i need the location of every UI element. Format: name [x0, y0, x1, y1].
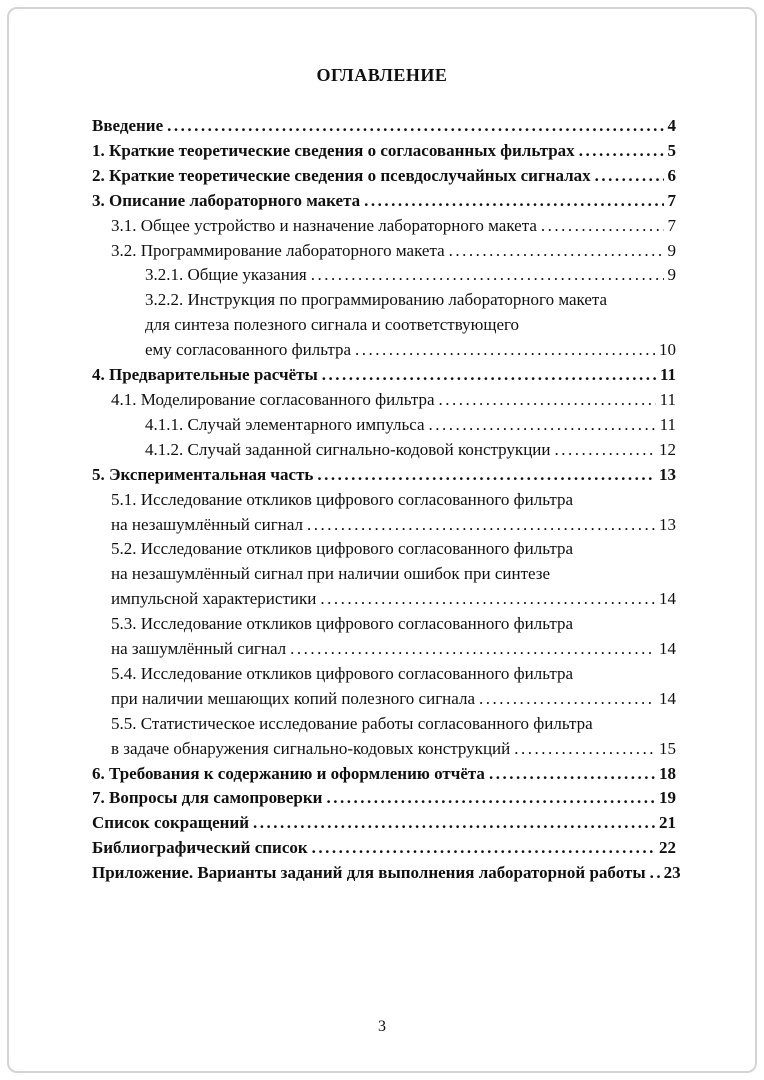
- toc-entry-page-number: 7: [667, 190, 676, 210]
- toc-entry-text: на незашумлённый сигнал: [111, 514, 304, 534]
- dot-leader: [317, 463, 655, 488]
- dot-leader: [320, 587, 655, 612]
- footer-page-number: 3: [378, 1018, 386, 1035]
- toc-entry-line: [92, 139, 676, 164]
- toc-entry-page-number: 5: [667, 140, 676, 160]
- toc-entry-text: в задаче обнаружения сигнально-кодовых конструкций: [111, 738, 511, 758]
- dot-leader: [514, 737, 655, 762]
- toc-entry-text: Список сокращений: [92, 813, 250, 833]
- toc-entry-page-number: 22: [659, 838, 676, 858]
- toc-entry-text: Приложение. Варианты заданий для выполнения лабораторной работы: [92, 863, 646, 883]
- toc-entry-line: [92, 786, 676, 811]
- toc-entry-page-number: 11: [659, 389, 676, 409]
- toc-entry-page-number: 6: [667, 165, 676, 185]
- toc-entry-line: [92, 562, 676, 587]
- toc-entry-text: Введение: [92, 116, 164, 135]
- toc-entry-line: [92, 363, 676, 388]
- toc-entry-page-number: 11: [659, 365, 676, 385]
- dot-leader: [326, 786, 655, 811]
- toc-entry-line: [92, 189, 676, 214]
- dot-leader: [650, 861, 660, 886]
- toc-entry-text: для синтеза полезного сигнала и соответствующего: [145, 315, 520, 335]
- toc-entry-line: [92, 612, 676, 637]
- toc-entry-page-number: 11: [659, 414, 676, 434]
- toc-entry-page-number: 23: [663, 863, 681, 883]
- toc-entry-page-number: 9: [667, 265, 676, 285]
- toc-entry-page-number: 7: [667, 215, 676, 235]
- dot-leader: [322, 363, 656, 388]
- toc-entry-line: [92, 537, 676, 562]
- dot-leader: [290, 637, 655, 662]
- dot-leader: [555, 438, 656, 463]
- toc-entry-line: [92, 687, 676, 712]
- toc-entry-text: 3. Описание лабораторного макета: [92, 190, 361, 210]
- toc-entry-line: [92, 214, 676, 239]
- toc-entry-line: [92, 413, 676, 438]
- toc-entry-line: [92, 288, 676, 313]
- toc-entry-line: [92, 114, 676, 139]
- toc-entry-line: [92, 811, 676, 836]
- toc-entry-line: [92, 637, 676, 662]
- toc-entry-line: [92, 313, 676, 338]
- toc-entry-text: Библиографический список: [92, 838, 308, 858]
- toc-entry-text: 3.2.1. Общие указания: [145, 265, 307, 285]
- toc-entry-text: 4.1. Моделирование согласованного фильтра: [111, 389, 435, 409]
- toc-entry-line: [92, 762, 676, 787]
- toc-entry-page-number: 9: [667, 240, 676, 260]
- dot-leader: [312, 836, 655, 861]
- toc-entry-text: 4.1.1. Случай элементарного импульса: [145, 414, 425, 434]
- toc-entry-page-number: 10: [659, 340, 676, 360]
- toc-entry-page-number: 14: [659, 639, 676, 659]
- dot-leader: [449, 239, 664, 264]
- toc-entry-line: [92, 861, 681, 886]
- toc-entry-line: [92, 587, 676, 612]
- dot-leader: [307, 513, 655, 538]
- toc-entry-text: 5.5. Статистическое исследование работы согласованного фильтра: [111, 713, 593, 733]
- toc-entry-text: ему согласованного фильтра: [145, 340, 352, 360]
- toc-entry-text: 2. Краткие теоретические сведения о псевдослучайных сигналах: [92, 165, 591, 185]
- toc-entry-text: 7. Вопросы для самопроверки: [92, 788, 323, 808]
- toc-entry-text: 6. Требования к содержанию и оформлению отчёта: [92, 763, 485, 783]
- toc-entry-page-number: 4: [667, 116, 676, 135]
- toc-title: ОГЛАВЛЕНИЕ: [316, 65, 448, 85]
- toc-entry-page-number: 13: [659, 514, 676, 534]
- toc-entry-text: 5. Экспериментальная часть: [92, 464, 314, 484]
- toc-entry-line: [92, 513, 676, 538]
- dot-leader: [355, 338, 655, 363]
- dot-leader: [579, 139, 664, 164]
- toc-entry-line: [92, 662, 676, 687]
- toc-entry-page-number: 12: [659, 439, 676, 459]
- toc-entry-line: [92, 164, 676, 189]
- toc-entry-text: 5.2. Исследование откликов цифрового согласованного фильтра: [111, 539, 574, 559]
- toc-entry-text: 1. Краткие теоретические сведения о согласованных фильтрах: [92, 140, 575, 160]
- toc-entry-text: 3.2.2. Инструкция по программированию лабораторного макета: [145, 290, 608, 310]
- dot-leader: [311, 263, 664, 288]
- toc-entry-page-number: 13: [659, 464, 676, 484]
- toc-entry-page-number: 15: [659, 738, 676, 758]
- toc-list: [92, 114, 681, 886]
- toc-entry-line: [92, 712, 676, 737]
- toc-entry-text: на незашумлённый сигнал при наличии ошибок при синтезе: [111, 564, 551, 584]
- dot-leader: [167, 114, 663, 139]
- toc-entry-page-number: 21: [659, 813, 676, 833]
- dot-leader: [479, 687, 655, 712]
- dot-leader: [364, 189, 663, 214]
- toc-entry-text: 4.1.2. Случай заданной сигнально-кодовой конструкции: [145, 439, 551, 459]
- toc-entry-page-number: 14: [659, 589, 676, 609]
- toc-entry-text: 3.2. Программирование лабораторного макета: [111, 240, 445, 260]
- toc-entry-line: [92, 388, 676, 413]
- toc-entry-page-number: 18: [659, 763, 676, 783]
- dot-leader: [429, 413, 656, 438]
- toc-entry-line: [92, 438, 676, 463]
- toc-entry-page-number: 14: [659, 688, 676, 708]
- dot-leader: [439, 388, 656, 413]
- toc-entry-line: [92, 836, 676, 861]
- dot-leader: [489, 762, 655, 787]
- dot-leader: [595, 164, 664, 189]
- toc-entry-text: на зашумлённый сигнал: [111, 639, 287, 659]
- toc-entry-line: [92, 263, 676, 288]
- toc-entry-text: 4. Предварительные расчёты: [92, 365, 318, 385]
- toc-entry-line: [92, 463, 676, 488]
- toc-entry-text: 5.4. Исследование откликов цифрового согласованного фильтра: [111, 663, 574, 683]
- toc-entry-line: [92, 338, 676, 363]
- toc-entry-page-number: 19: [659, 788, 676, 808]
- toc-entry-text: 5.1. Исследование откликов цифрового согласованного фильтра: [111, 489, 574, 509]
- toc-entry-text: 5.3. Исследование откликов цифрового согласованного фильтра: [111, 614, 574, 634]
- toc-entry-line: [92, 737, 676, 762]
- toc-entry-text: 3.1. Общее устройство и назначение лабораторного макета: [111, 215, 537, 235]
- toc-entry-text: при наличии мешающих копий полезного сигнала: [111, 688, 475, 708]
- toc-entry-line: [92, 488, 676, 513]
- toc-entry-line: [92, 239, 676, 264]
- dot-leader: [541, 214, 664, 239]
- dot-leader: [253, 811, 655, 836]
- toc-entry-text: импульсной характеристики: [111, 589, 317, 609]
